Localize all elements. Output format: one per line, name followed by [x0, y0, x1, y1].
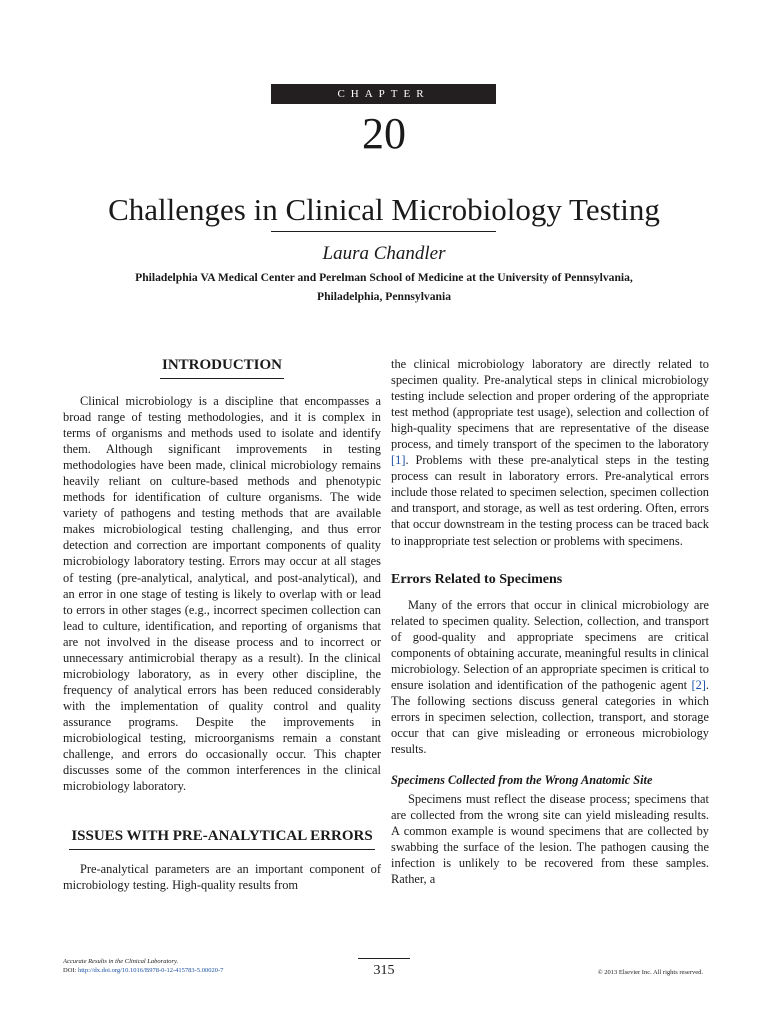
continued-paragraph: the clinical microbiology laboratory are directly related to specimen quality. Pre-analytical steps in clinical microbiology testing include selection and proper ordering of the appropriate test method (appropriate test usage), selection and collection of high-quality specimens that are representative of the disease process, and timely transport of the specimen to the laboratory [1]. Problems with these pre-analytical steps in the testing process can result in laboratory errors. Pre-analytical errors include those related to specimen selection, specimen collection and transport, and storage, as well as test ordering. Often, errors that occur downstream in the testing process can be traced back to inappropriate test selection or problems with specimens. [391, 357, 709, 548]
right-column [391, 356, 709, 887]
wrong-site-heading: Specimens Collected from the Wrong Anatomic Site [391, 773, 653, 788]
reference-link-2[interactable]: [2] [691, 677, 706, 692]
chapter-title: Challenges in Clinical Microbiology Testing [108, 192, 660, 227]
doi-link[interactable]: http://dx.doi.org/10.1016/B978-0-12-415783-5.00020-7 [77, 967, 224, 974]
affiliation-line-1: Philadelphia VA Medical Center and Perelman School of Medicine at the University of Pennsylvania, [135, 271, 633, 284]
chapter-number: 20 [362, 109, 406, 158]
book-title: Accurate Results in the Clinical Laboratory. [63, 958, 179, 965]
left-column [63, 356, 381, 893]
affiliation-line-2: Philadelphia, Pennsylvania [316, 290, 451, 303]
doi-label: DOI: [63, 967, 78, 974]
author-affiliation [110, 268, 658, 306]
errors-specimens-heading: Errors Related to Specimens [391, 571, 563, 587]
footer-citation [63, 957, 223, 975]
chapter-label-bar [271, 84, 496, 104]
copyright-notice: © 2013 Elsevier Inc. All rights reserved. [597, 969, 703, 976]
author-name: Laura Chandler [322, 243, 446, 264]
errors-specimens-paragraph: Many of the errors that occur in clinical microbiology are related to specimen quality. Selection, collection, and transport of good-quality and appropriate specimens are critical components of obtaining accurate, meaningful results in clinical microbiology. Selection of an appropriate specimen is critical to ensure isolation and identification of the pathogenic agent [2]. The following sections discuss general categories in which errors in specimen selection, collection, transport, and storage occur that can give misleading or erroneous microbiology results. [391, 597, 709, 756]
reference-link-1[interactable]: [1] [391, 453, 406, 468]
pre-analytical-heading: ISSUES WITH PRE-ANALYTICAL ERRORS [63, 827, 381, 850]
wrong-site-paragraph: Specimens must reflect the disease process; specimens that are collected from the wrong site can yield misleading results. A common example is wound specimens that are collected by swabbing the surface of the lesion. The pathogen causing the infection is unlikely to be recovered from these samples. Rather, a [391, 792, 709, 887]
page-number: 315 [358, 958, 410, 979]
introduction-paragraph: Clinical microbiology is a discipline that encompasses a broad range of testing methodologies, and it is complex in terms of organisms and methods used to isolate and identify them. Although significant improvements in testing methodologies have been made, clinical microbiology remains heavily reliant on culture-based methods and phenotypic methods for identification of culture organisms. The wide variety of pathogens and testing methods that are available makes microbiological testing challenging, and thus error detection and correction are important components of quality microbiology laboratory testing. Errors may occur at all stages of testing (pre-analytical, analytical, and post-analytical), and an error in one stage of testing is likely to overlap with or lead to errors in other stages (e.g., incorrect specimen collection can lead to culture, identification, and reporting of organisms that are not involved in the disease process and to incorrect or unnecessary antimicrobial therapy as a result). In the clinical microbiology laboratory, as in every other discipline, the frequency of analytical errors has been reduced considerably with the implementation of quality control and quality assurance programs. Despite the improvements in microbiological testing, microorganisms remain a constant challenge, and errors do occasionally occur. This chapter discusses some of the common interferences in the clinical microbiology laboratory. [63, 394, 381, 794]
introduction-heading: INTRODUCTION [63, 356, 381, 379]
chapter-label: CHAPTER [337, 88, 430, 100]
title-divider [271, 231, 496, 232]
pre-analytical-paragraph: Pre-analytical parameters are an important component of microbiology testing. High-quality results from [63, 862, 381, 893]
